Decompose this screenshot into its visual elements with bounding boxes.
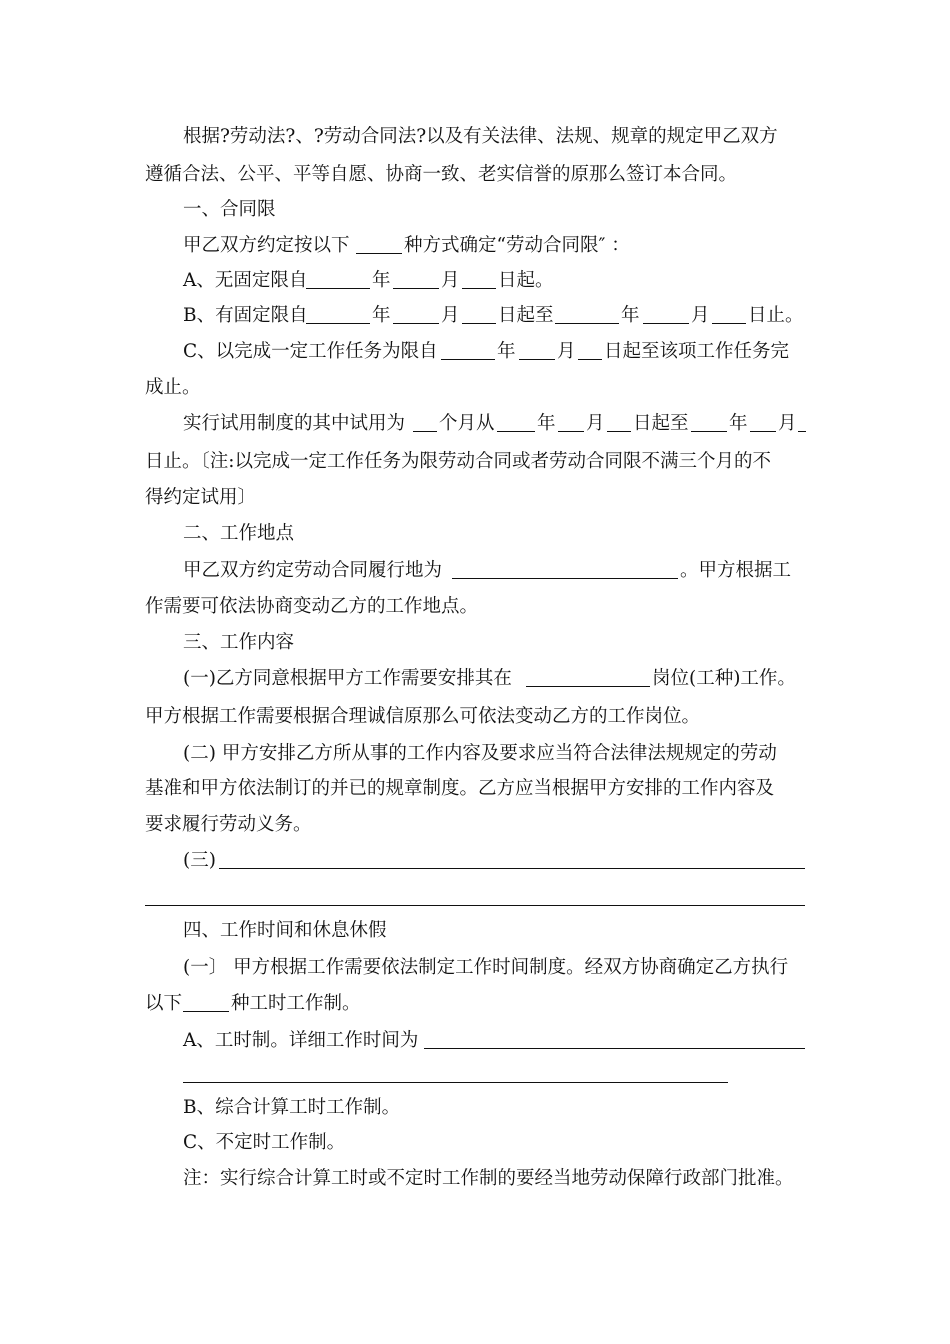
section-1-heading: 一、合同限 — [183, 199, 276, 220]
section-4-heading: 四、工作时间和休息休假 — [183, 920, 387, 941]
hours-option-b: B、综合计算工时工作制。 — [183, 1097, 401, 1118]
trial-note-line-1: 日止。〔注:以完成一定工作任务为限劳动合同或者劳动合同限不满三个月的不 — [145, 451, 771, 472]
blank-month — [393, 288, 439, 289]
blank-year — [306, 288, 370, 289]
option-a-line: A、无固定限自 年 月 日起。 — [183, 270, 554, 291]
intro-line-1: 根据?劳动法?、?劳动合同法?以及有关法律、法规、规章的规定甲乙双方 — [183, 126, 778, 147]
job-content-line-2: 基准和甲方依法制订的并已的规章制度。乙方应当根据甲方安排的工作内容及 — [145, 778, 775, 799]
section-2-heading: 二、工作地点 — [183, 523, 295, 544]
blank-day — [462, 288, 496, 289]
blank-method — [356, 253, 402, 254]
term-method-line: 甲乙双方约定按以下 种方式确定“劳动合同限″ ： — [183, 235, 630, 256]
blank-hours-type — [183, 1011, 229, 1012]
blank-month — [750, 431, 776, 432]
section-3-heading: 三、工作内容 — [183, 632, 295, 653]
option-b-line: B、有固定限自 年 月 日起至 年 月 日止。 — [183, 305, 804, 326]
blank-year — [497, 431, 535, 432]
blank-day — [462, 323, 496, 324]
blank-line — [183, 1082, 728, 1083]
work-hours-line-1: (一〕 甲方根据工作需要依法制定工作时间制度。经双方协商确定乙方执行 — [183, 957, 789, 978]
blank-work-time — [424, 1048, 805, 1049]
blank-month — [519, 359, 555, 360]
blank-year — [306, 323, 370, 324]
blank-month — [393, 323, 439, 324]
blank-months — [413, 431, 437, 432]
blank-item-3 — [219, 868, 805, 869]
blank-month — [558, 431, 584, 432]
trial-period-line: 实行试用制度的其中试用为 个月从 年 月 日起至 年 月 — [0, 405, 950, 443]
blank-workplace — [452, 578, 678, 579]
job-position-line-2: 甲方根据工作需要根据合理诚信原那么可依法变动乙方的工作岗位。 — [145, 706, 701, 727]
workplace-line-2: 作需要可依法协商变动乙方的工作地点。 — [145, 596, 479, 617]
item-3-line: (三) — [0, 842, 950, 880]
blank-month — [643, 323, 689, 324]
option-c-line: C、以完成一定工作任务为限自 年 月 日起至该项工作任务完 — [183, 341, 790, 362]
hours-option-c: C、不定时工作制。 — [183, 1132, 346, 1153]
blank-day — [578, 359, 602, 360]
blank-position — [526, 686, 650, 687]
blank-year — [691, 431, 727, 432]
trial-note-line-2: 得约定试用〕 — [145, 487, 257, 508]
job-content-line-1: (二) 甲方安排乙方所从事的工作内容及要求应当符合法律法规规定的劳动 — [183, 743, 777, 764]
blank-day — [798, 431, 806, 432]
blank-day — [607, 431, 631, 432]
blank-day — [712, 323, 746, 324]
hours-option-a: A、工时制。详细工作时间为 — [0, 1022, 950, 1060]
job-position-line: (一)乙方同意根据甲方工作需要安排其在 岗位(工种)工作。 — [183, 668, 796, 689]
option-c-continued: 成止。 — [145, 377, 201, 398]
work-hours-line-2: 以下 种工时工作制。 — [145, 993, 361, 1014]
approval-note: 注：实行综合计算工时或不定时工作制的要经当地劳动保障行政部门批准。 — [183, 1168, 794, 1189]
blank-line — [145, 905, 805, 906]
blank-year — [555, 323, 619, 324]
workplace-line: 甲乙双方约定劳动合同履行地为 。甲方根据工 — [183, 560, 792, 581]
job-content-line-3: 要求履行劳动义务。 — [145, 814, 312, 835]
intro-line-2: 遵循合法、公平、平等自愿、协商一致、老实信誉的原那么签订本合同。 — [145, 164, 738, 185]
blank-year — [441, 359, 495, 360]
